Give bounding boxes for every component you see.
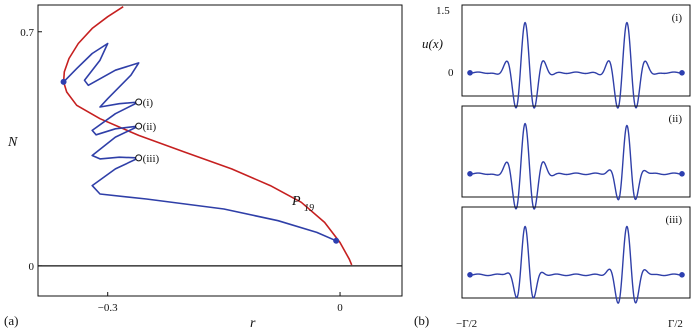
series-label-sub: 19 xyxy=(304,203,314,214)
y-tick-label-0: 0 xyxy=(28,260,34,273)
subplot-label-3: (iii) xyxy=(665,214,682,226)
b-ytick-zero: 0 xyxy=(448,67,454,79)
y-tick-label-1: 0.7 xyxy=(20,26,34,39)
marker-label-4: (iii) xyxy=(142,152,160,165)
wave-end-right-1 xyxy=(679,70,685,76)
u-axis-label: u(x) xyxy=(422,36,443,51)
marker-open-2 xyxy=(136,99,142,105)
marker-open-3 xyxy=(136,123,142,129)
b-xtick-right: Γ/2 xyxy=(668,318,683,330)
b-ytick-top: 1.5 xyxy=(436,5,450,17)
wave-line-1 xyxy=(470,23,682,108)
subplot-frame-1 xyxy=(462,5,690,96)
subplot-3 xyxy=(462,207,690,303)
b-xtick-left: −Γ/2 xyxy=(456,318,478,330)
panel-a-frame xyxy=(38,5,402,296)
x-tick-label-1: 0 xyxy=(337,302,343,314)
panel-b-label: (b) xyxy=(414,313,430,328)
panel-a xyxy=(4,5,402,331)
panel-b xyxy=(414,5,690,330)
subplot-frame-2 xyxy=(462,106,690,197)
subplot-2 xyxy=(462,106,690,209)
panel-a-curves xyxy=(64,7,352,265)
wave-end-right-2 xyxy=(679,171,685,177)
marker-filled-1 xyxy=(333,238,339,244)
panel-a-ticks xyxy=(20,27,343,314)
marker-label-3: (ii) xyxy=(142,121,157,134)
marker-open-4 xyxy=(136,155,142,161)
series-label-main: P xyxy=(292,194,301,209)
wave-line-3 xyxy=(470,227,682,304)
series-line-1 xyxy=(64,44,337,241)
subplot-frame-3 xyxy=(462,207,690,298)
wave-end-left-3 xyxy=(467,272,473,278)
y-axis-label: N xyxy=(8,135,18,150)
x-axis-label: r xyxy=(250,316,256,331)
subplot-label-2: (ii) xyxy=(668,113,682,125)
subplot-1 xyxy=(462,5,690,108)
wave-line-2 xyxy=(470,124,682,209)
wave-end-left-1 xyxy=(467,70,473,76)
marker-filled-0 xyxy=(61,79,67,85)
subplot-label-1: (i) xyxy=(671,12,682,24)
wave-end-right-3 xyxy=(679,272,685,278)
marker-label-2: (i) xyxy=(142,97,154,109)
x-tick-label-0: −0.3 xyxy=(97,302,118,314)
panel-b-subplots xyxy=(462,5,690,303)
panel-a-label: (a) xyxy=(4,313,19,328)
wave-end-left-2 xyxy=(467,171,473,177)
